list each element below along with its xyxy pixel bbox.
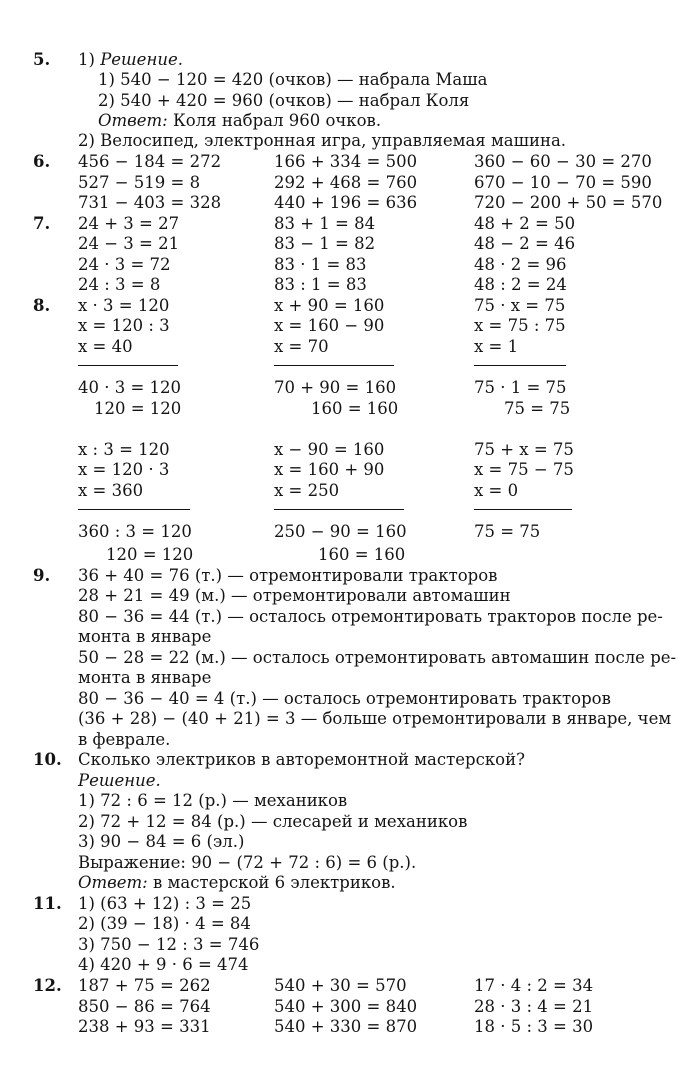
task-line: 2) 72 + 12 = 84 (р.) — слесарей и механиков (78, 812, 468, 831)
task-line: 36 + 40 = 76 (т.) — отремонтировали тракторов (78, 566, 498, 585)
task-number: 8. (33, 296, 51, 315)
task-line: 2) (39 − 18) · 4 = 84 (78, 914, 251, 933)
equation: 28 · 3 : 4 = 21 (474, 997, 594, 1016)
task-number: 12. (33, 976, 62, 995)
equation: 540 + 330 = 870 (274, 1017, 418, 1036)
check-equation: 160 = 160 (311, 399, 399, 418)
task-number: 9. (33, 566, 51, 585)
equation: 83 − 1 = 82 (274, 234, 376, 253)
equation: x = 75 − 75 (474, 460, 574, 479)
equation: 166 + 334 = 500 (274, 152, 418, 171)
equation: 48 − 2 = 46 (474, 234, 576, 253)
equation: x = 0 (474, 481, 519, 500)
equation: 24 · 3 = 72 (78, 255, 171, 274)
equation: x + 90 = 160 (274, 296, 385, 315)
equation: 456 − 184 = 272 (78, 152, 222, 171)
separator-line (474, 365, 566, 366)
task-number: 10. (33, 750, 62, 769)
equation: 83 · 1 = 83 (274, 255, 367, 274)
task-number: 6. (33, 152, 51, 171)
check-equation: 250 − 90 = 160 (274, 522, 407, 541)
answer-text: Коля набрал 960 очков. (167, 111, 382, 130)
check-equation: 75 = 75 (474, 522, 541, 541)
task-line: монта в январе (78, 668, 212, 687)
equation: 48 : 2 = 24 (474, 275, 567, 294)
equation: 527 − 519 = 8 (78, 173, 201, 192)
separator-line (474, 509, 572, 510)
task-line: 3) 750 − 12 : 3 = 746 (78, 935, 260, 954)
equation: x = 75 : 75 (474, 316, 566, 335)
task-line: 2) Велосипед, электронная игра, управляемая машина. (78, 131, 567, 150)
task-line: 50 − 28 = 22 (м.) — осталось отремонтировать автомашин после ре- (78, 648, 677, 667)
equation: 75 · x = 75 (474, 296, 566, 315)
task-number: 11. (33, 894, 62, 913)
answer-label: Ответ: (78, 873, 148, 892)
equation: 360 − 60 − 30 = 270 (474, 152, 652, 171)
task-line: 80 − 36 − 40 = 4 (т.) — осталось отремонтировать тракторов (78, 689, 611, 708)
task-line: Выражение: 90 − (72 + 72 : 6) = 6 (р.). (78, 853, 417, 872)
task-line: (36 + 28) − (40 + 21) = 3 — больше отремонтировали в январе, чем (78, 709, 672, 728)
check-equation: 40 · 3 = 120 (78, 378, 182, 397)
task-line: 1) 72 : 6 = 12 (р.) — механиков (78, 791, 348, 810)
equation: x = 1 (474, 337, 519, 356)
task-line: Сколько электриков в авторемонтной мастерской? (78, 750, 525, 769)
equation: 24 : 3 = 8 (78, 275, 161, 294)
equation: 75 + x = 75 (474, 440, 574, 459)
check-equation: 120 = 120 (94, 399, 182, 418)
equation: x = 40 (78, 337, 133, 356)
solution-label: Решение. (100, 50, 183, 69)
answer-label: Ответ: (98, 111, 168, 130)
equation: 17 · 4 : 2 = 34 (474, 976, 594, 995)
check-equation: 75 · 1 = 75 (474, 378, 567, 397)
task-number: 7. (33, 214, 51, 233)
equation: 731 − 403 = 328 (78, 193, 222, 212)
equation: 83 : 1 = 83 (274, 275, 367, 294)
equation: 24 + 3 = 27 (78, 214, 180, 233)
task-line: 3) 90 − 84 = 6 (эл.) (78, 832, 245, 851)
equation: 238 + 93 = 331 (78, 1017, 211, 1036)
equation: 720 − 200 + 50 = 570 (474, 193, 663, 212)
equation: x · 3 = 120 (78, 296, 170, 315)
task-line: в феврале. (78, 730, 171, 749)
equation: 83 + 1 = 84 (274, 214, 376, 233)
task-number: 5. (33, 50, 51, 69)
separator-line (274, 509, 404, 510)
task-line: 1) 540 − 120 = 420 (очков) — набрала Маша (98, 70, 488, 89)
equation: 540 + 30 = 570 (274, 976, 407, 995)
line-prefix: 1) (78, 50, 101, 69)
equation: 292 + 468 = 760 (274, 173, 418, 192)
separator-line (274, 365, 394, 366)
equation: x = 250 (274, 481, 340, 500)
task-line: 2) 540 + 420 = 960 (очков) — набрал Коля (98, 91, 470, 110)
equation: x = 70 (274, 337, 329, 356)
equation: 850 − 86 = 764 (78, 997, 211, 1016)
check-equation: 360 : 3 = 120 (78, 522, 192, 541)
equation: x = 120 : 3 (78, 316, 170, 335)
separator-line (78, 509, 190, 510)
answer-text: в мастерской 6 электриков. (147, 873, 396, 892)
solution-label: Решение. (78, 771, 161, 790)
equation: x = 160 + 90 (274, 460, 385, 479)
task-line: 28 + 21 = 49 (м.) — отремонтировали автомашин (78, 586, 511, 605)
equation: x = 120 · 3 (78, 460, 170, 479)
equation: 670 − 10 − 70 = 590 (474, 173, 652, 192)
equation: 440 + 196 = 636 (274, 193, 418, 212)
task-line: 4) 420 + 9 · 6 = 474 (78, 955, 249, 974)
equation: 24 − 3 = 21 (78, 234, 180, 253)
task-line: 1) (63 + 12) : 3 = 25 (78, 894, 252, 913)
check-equation: 120 = 120 (106, 545, 194, 564)
equation: x = 360 (78, 481, 144, 500)
equation: 48 · 2 = 96 (474, 255, 567, 274)
task-line: монта в январе (78, 627, 212, 646)
check-equation: 160 = 160 (318, 545, 406, 564)
equation: 48 + 2 = 50 (474, 214, 576, 233)
equation: 18 · 5 : 3 = 30 (474, 1017, 594, 1036)
task-line: 80 − 36 = 44 (т.) — осталось отремонтировать тракторов после ре- (78, 607, 663, 626)
equation: x = 160 − 90 (274, 316, 385, 335)
equation: 187 + 75 = 262 (78, 976, 211, 995)
equation: x − 90 = 160 (274, 440, 385, 459)
task-line (98, 111, 381, 131)
check-equation: 70 + 90 = 160 (274, 378, 397, 397)
check-equation: 75 = 75 (504, 399, 571, 418)
task-line (78, 50, 183, 70)
task-line (78, 873, 396, 893)
separator-line (78, 365, 178, 366)
equation: 540 + 300 = 840 (274, 997, 418, 1016)
equation: x : 3 = 120 (78, 440, 170, 459)
